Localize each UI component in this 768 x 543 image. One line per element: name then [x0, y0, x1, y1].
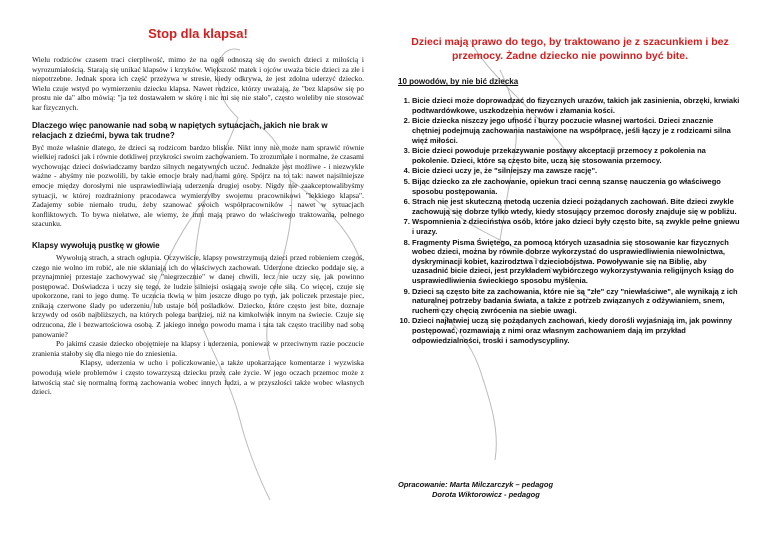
section2-paragraph-2: Po jakimś czasie dziecko obojętnieje na klapsy i uderzenia, ponieważ w przeciwnym razie poczucie zranienia stałoby się dla niego nie do zniesienia. — [32, 339, 364, 358]
section1-paragraph: Być może właśnie dlatego, że dzieci są rodzicom bardzo bliskie. Nikt inny nie może nam sprawić równie wielkiej radości jak i równie dotkliwej przykrości swoim zachowaniem. To zrozumiałe i normalne, że czasami wychowując dzieci doświadczamy bardzo silnych negatywnych uczuć. Jednakże jest możliwe - i niezwykle ważne - abyśmy nie pozwolili, by takie emocje brały nad nami górę. Spójrz na to tak: nawet najsilniejsze emocje między dorosłymi nie usprawiedliwiają uderzenia drugiej osoby. Nigdy nie zaakceptowalibyśmy sytuacji, w której rozdrażniony pracodawca wymierzyłby swojemu pracownikowi "lekkiego klapsa". Zadajemy sobie niemało trudu, żeby szanować swoich współpracowników - nawet w sytuacjach konfliktowych. To bywa niełatwe, ale wiemy, że inni mają prawo do właściwego traktowania, pełnego szacunku. — [32, 142, 364, 229]
section1-heading: Dlaczego więc panowanie nad sobą w napiętych sytuacjach, jakich nie brak w relacjach z dziećmi, bywa tak trudne? — [32, 120, 328, 140]
reasons-heading: 10 powodów, by nie bić dziecka — [398, 77, 519, 87]
list-item: 9. Dzieci są często bite za zachowania, które nie są "złe" czy "niewłaściwe", ale wynikają z ich naturalnej potrzeby badania świata, a także z potrzeb związanych z odżywianiem, snem, ruchem czy chęcią zwrócenia na siebie uwagi. — [412, 287, 742, 316]
list-item: 2. Bicie dziecka niszczy jego ufność i burzy poczucie własnej wartości. Dzieci znacznie chętniej podejmują zachowania nastawione na współpracę, jeśli łączy je z rodzicami silna więź miłości. — [412, 116, 742, 145]
list-item: 4. Bicie dzieci uczy je, że "silniejszy ma zawsze rację". — [412, 166, 742, 176]
left-title: Stop dla klapsa! — [148, 26, 248, 41]
section2-heading: Klapsy wywołują pustkę w głowie — [32, 240, 160, 250]
list-item: 8. Fragmenty Pisma Świętego, za pomocą których uzasadnia się stosowanie kar fizycznych wobec dzieci, można by równie dobrze wykorzystać do usprawiedliwienia niewolnictwa, dyskryminacji kobiet, kazirodztwa i dzieciobójstwa. Powoływanie się na Biblię, aby uzasadnić bicie dzieci, jest przykładem wybiórczego wykorzystywania religijnych ksiąg do usprawiedliwienia świeckiego sposobu myślenia. — [412, 238, 742, 286]
list-item: 7. Wspomnienia z dzieciństwa osób, które jako dzieci były często bite, są zwykle pełne gniewu i urazy. — [412, 217, 742, 236]
left-column — [32, 26, 364, 403]
section2-paragraph-1: Wywołują strach, a strach ogłupia. Oczywiście, klapsy powstrzymują dzieci przed robieniem czegoś, czego nie wolno im robić, ale nie skłaniają ich do właściwych zachowań. Uderzone dziecko poddaje się, a przynajmniej przestaje zachowywać się "niegrzecznie" w danej chwili, lecz nie uczy się, jak powinno postępować. Doświadcza i uczy się tego, że ludzie silniejsi osiągają swoje celе siłą. Co więcej, czuje się upokorzone, rani to jego dumę. Te uczucia tkwią w nim jeszcze długo po tym, jak policzek przestaje piec, znikają czerwone ślady po uderzeniu lub ustaje ból pośladków. Dziecko, które często jest bite, doznaje krzywdy od osób najbliższych, na których polega bardziej, niż na kimkolwiek innym na świecie. Czuje się odrzucona, źle i bezwartościowa osobą. Z jakiego innego powodu mama i tata tak często traciliby nad sobą panowanie? — [32, 252, 364, 339]
list-item: 3. Bicie dzieci powoduje przekazywanie postawy akceptacji przemocy z pokolenia na pokolenie. Dzieci, które są często bite, uczą się stosowania przemocy. — [412, 146, 742, 165]
credits-line-1: Opracowanie: Marta Milczarczyk – pedagog — [398, 480, 554, 489]
right-title: Dzieci mają prawo do tego, by traktowano je z szacunkiem i bez przemocy. Żadne dziecko nie powinno być bite. — [411, 36, 729, 62]
credits-line-2: Dorota Wiktorowicz - pedagog — [432, 490, 540, 500]
list-item: 5. Bijąc dziecko za złe zachowanie, opiekun traci cenną szansę nauczenia go właściwego sposobu postępowania. — [412, 177, 742, 196]
section2-paragraph-3: Klapsy, uderzenia w ucho i policzkowanie, a także upokarzające komentarze i wyzwiska powodują wiele problemów i często towarzyszą dziecku przez całe życie. W jego oczach przemoc może z łatwością stać się normalną formą zachowania wobec innych ludzi, a w przyszłości także wobec własnych dzieci. — [32, 358, 364, 397]
list-item: 1. Bicie dzieci może doprowadzać do fizycznych urazów, takich jak zasinienia, obrzęki, krwiaki podtwardówkowe, uszkodzenia nerwów i złamania kości. — [412, 96, 742, 115]
reasons-list — [398, 96, 742, 345]
intro-paragraph: Wielu rodziców czasem traci cierpliwość, mimo że na ogół odnoszą się do swoich dzieci z miłością i wyrozumiałością. Starają się unikać klapsów i krzyków. Większość matek i ojców uważa bicie dzieci za złe i niepotrzebne. Jednak spora ich część przeżywa w stresie, kiedy odkrywa, że jest zdolna uderzyć dziecko. Wielu czuje wstyd po wymierzeniu dziecku klapsa. Nawet rodzice, którzy uważają, że "bez klapsów się po prostu nie da" albo mówią: "ja też dostawałem w skórę i nic mi się nie stało", często wolelibу nie stosować kar fizycznych. — [32, 55, 364, 112]
list-item: 10. Dzieci najłatwiej uczą się pożądanych zachowań, kiedy dorośli wyjaśniają im, jak powinny postępować, rozmawiają z nimi oraz własnym zachowaniem dają im przykład odpowiedzialności, troski i samodyscypliny. — [412, 316, 742, 345]
credits — [398, 480, 553, 500]
right-column — [398, 36, 742, 346]
list-item: 6. Strach nie jest skuteczną metodą uczenia dzieci pożądanych zachowań. Bite dzieci zwykle zachowują się dobrze tylko wtedy, kiedy stosujący przemoc dorosły znajduje się w pobliżu. — [412, 197, 742, 216]
